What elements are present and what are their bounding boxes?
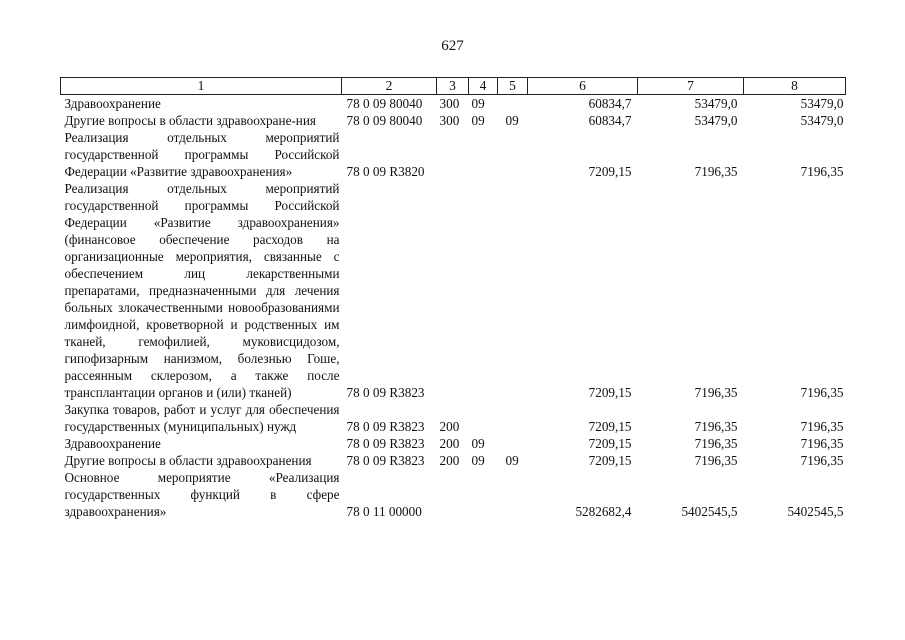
row-name: Здравоохранение: [64, 96, 161, 111]
table-row: [61, 469, 846, 520]
row-col4: 09: [471, 113, 485, 128]
row-value-6: 7209,15: [588, 436, 632, 451]
row-col3: 300: [439, 113, 460, 128]
row-value-8: 53479,0: [800, 96, 844, 111]
column-header: 4: [469, 78, 498, 95]
row-col3: 200: [439, 436, 460, 451]
row-value-8: 7196,35: [800, 436, 844, 451]
table-row: [61, 180, 846, 401]
row-value-8: 7196,35: [800, 419, 844, 434]
row-code: 78 0 09 R3823: [346, 419, 425, 434]
table-row: [61, 435, 846, 452]
row-code: 78 0 09 R3823: [346, 436, 425, 451]
row-name: Здравоохранение: [64, 436, 161, 451]
row-name: Другие вопросы в области здравоохранения: [64, 453, 312, 468]
page-number: 627: [441, 38, 464, 54]
row-value-8: 53479,0: [800, 113, 844, 128]
budget-table: [60, 77, 846, 520]
column-header: 5: [498, 78, 528, 95]
row-col5: [498, 435, 528, 452]
row-col5: [498, 129, 528, 180]
table-row: [61, 95, 846, 113]
row-col4: [469, 180, 498, 401]
column-header: 3: [437, 78, 469, 95]
row-col4: [469, 469, 498, 520]
table-row: [61, 401, 846, 435]
row-col3: 200: [439, 419, 460, 434]
column-header: 1: [61, 78, 342, 95]
row-value-6: 7209,15: [588, 164, 632, 179]
row-col3: [437, 129, 469, 180]
row-col4: 09: [471, 453, 485, 468]
table-row: [61, 452, 846, 469]
row-col5: 09: [505, 113, 519, 128]
row-col4: [469, 401, 498, 435]
row-value-6: 5282682,4: [575, 504, 632, 519]
row-value-6: 7209,15: [588, 419, 632, 434]
row-value-7: 7196,35: [694, 453, 738, 468]
table-row: [61, 112, 846, 129]
row-value-8: 7196,35: [800, 164, 844, 179]
row-code: 78 0 09 80040: [346, 96, 423, 111]
row-value-7: 5402545,5: [681, 504, 738, 519]
row-value-6: 7209,15: [588, 385, 632, 400]
row-code: 78 0 09 R3823: [346, 453, 425, 468]
column-header: 6: [528, 78, 638, 95]
row-value-8: 7196,35: [800, 453, 844, 468]
row-col3: [437, 469, 469, 520]
row-value-7: 7196,35: [694, 385, 738, 400]
row-col5: [498, 401, 528, 435]
row-name: Закупка товаров, работ и услуг для обеспечения государственных (муниципальных) нужд: [64, 402, 340, 434]
row-value-7: 53479,0: [694, 113, 738, 128]
column-header: 2: [342, 78, 437, 95]
table-row: [61, 129, 846, 180]
row-value-6: 60834,7: [588, 113, 632, 128]
row-col3: 300: [439, 96, 460, 111]
row-code: 78 0 09 80040: [346, 113, 423, 128]
row-col5: [498, 469, 528, 520]
row-col4: 09: [471, 436, 485, 451]
row-value-7: 7196,35: [694, 419, 738, 434]
column-header: 8: [744, 78, 846, 95]
row-value-6: 60834,7: [588, 96, 632, 111]
row-col3: [437, 180, 469, 401]
row-name: Основное мероприятие «Реализация государственных функций в сфере здравоохранения»: [64, 470, 340, 519]
row-col4: 09: [471, 96, 485, 111]
row-col5: [498, 180, 528, 401]
column-header: 7: [638, 78, 744, 95]
row-col5: 09: [505, 453, 519, 468]
row-value-6: 7209,15: [588, 453, 632, 468]
row-col3: 200: [439, 453, 460, 468]
row-code: 78 0 11 00000: [346, 504, 422, 519]
row-name: Реализация отдельных мероприятий государственной программы Российской Федерации «Развитие здравоохранения»: [64, 130, 340, 179]
row-col4: [469, 129, 498, 180]
row-code: 78 0 09 R3820: [346, 164, 425, 179]
row-code: 78 0 09 R3823: [346, 385, 425, 400]
row-col5: [498, 95, 528, 113]
row-value-7: 53479,0: [694, 96, 738, 111]
row-name: Реализация отдельных мероприятий государственной программы Российской Федерации «Развитие здравоохранения» (финансовое обеспечение расходов на организационные мероприятия, связанные с обеспечением лиц лекарственными препаратами, предназначенными для лечения больных злокачественными новообразованиями лимфоидной, кроветворной и родственных им тканей, гемофилией, муковисцидозом, гипофизарным нанизмом, болезнью Гоше, рассеянным склерозом, а также после трансплантации органов и (или) тканей): [64, 181, 340, 400]
row-value-7: 7196,35: [694, 164, 738, 179]
row-value-8: 7196,35: [800, 385, 844, 400]
row-value-8: 5402545,5: [787, 504, 844, 519]
header-row: [61, 78, 846, 95]
row-name: Другие вопросы в области здравоохране-ния: [64, 113, 316, 128]
row-value-7: 7196,35: [694, 436, 738, 451]
